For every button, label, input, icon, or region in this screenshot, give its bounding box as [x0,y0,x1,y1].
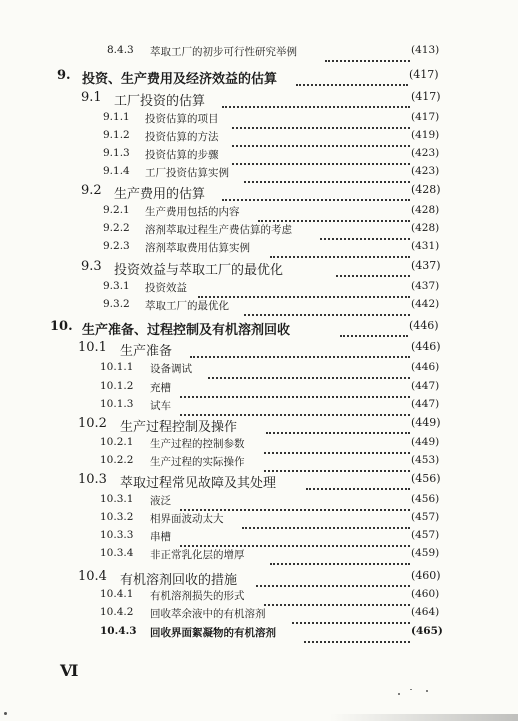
entry-number: 10.2 [78,416,107,431]
entry-page: (456) [411,472,441,485]
scan-edge [330,714,518,721]
toc-entry[interactable] [0,547,518,569]
entry-title: 工厂投资估算实例 [145,167,229,179]
entry-page: (446) [411,361,440,373]
entry-title: 生产过程的控制参数 [150,438,245,450]
dot-leader [306,472,410,490]
scan-speck [4,712,7,715]
toc-entry[interactable] [0,68,518,90]
entry-title: 有机溶剂回收的措施 [120,573,238,588]
entry-page: (417) [409,68,439,81]
entry-title: 工厂投资的估算 [114,94,206,109]
entry-title: 萃取过程常见故障及其处理 [120,476,277,491]
dot-leader [232,129,410,147]
dot-leader [222,183,410,201]
entry-page: (457) [411,529,440,541]
entry-number: 10.4.2 [100,606,134,618]
entry-page: (447) [411,380,440,392]
entry-page: (413) [411,44,440,56]
entry-number: 9.2.2 [103,222,130,234]
entry-title: 投资效益 [145,282,187,294]
entry-title: 充槽 [150,382,171,394]
entry-page: (465) [411,625,443,637]
dot-leader [292,606,410,624]
entry-number: 10.4.3 [100,625,137,637]
entry-page: (419) [411,129,440,141]
entry-number: 9.2.3 [103,240,130,252]
entry-number: 10.1.3 [100,398,134,410]
toc-entry[interactable] [0,340,518,362]
dot-leader [198,280,410,298]
entry-page: (446) [411,340,441,353]
entry-page: (460) [411,569,441,582]
entry-title: 溶剂萃取费用估算实例 [145,242,250,254]
entry-page: (417) [411,90,441,103]
entry-number: 9.1.3 [103,147,130,159]
entry-number: 10.3.2 [100,511,134,523]
entry-title: 回收界面絮凝物的有机溶剂 [150,627,276,639]
entry-page: (456) [411,493,440,505]
scan-speck [410,689,412,690]
entry-number: 10.2.2 [100,454,134,466]
dot-leader [244,298,410,316]
entry-title: 投资效益与萃取工厂的最优化 [114,263,284,278]
entry-number: 10.1.1 [100,361,134,373]
dot-leader [320,222,410,240]
entry-number: 10.3.3 [100,529,134,541]
dot-leader [242,511,410,529]
toc-entry[interactable] [0,183,518,205]
entry-number: 9.3 [81,259,102,274]
entry-number: 9.2 [81,183,102,198]
entry-number: 9.1 [81,90,102,105]
toc-entry[interactable] [0,298,518,320]
entry-title: 萃取工厂的初步可行性研究举例 [150,46,297,58]
entry-page: (449) [411,436,440,448]
entry-page: (460) [411,588,440,600]
dot-leader [304,625,410,643]
entry-title: 相界面波动太大 [150,513,224,525]
entry-number: 10.3.1 [100,493,134,505]
entry-page: (446) [409,319,439,332]
entry-number: 10.2.1 [100,436,134,448]
page-number: Ⅵ [60,661,79,680]
entry-number: 10.1.2 [100,380,134,392]
dot-leader [190,340,410,358]
scan-speck [426,690,428,692]
entry-title: 生产准备 [120,344,173,359]
dot-leader [222,90,410,108]
entry-page: (428) [411,222,440,234]
dot-leader [180,398,410,416]
entry-page: (447) [411,398,440,410]
dot-leader [270,240,410,258]
toc-entry[interactable] [0,416,518,438]
entry-number: 10.4 [78,569,107,584]
entry-page: (423) [411,147,440,159]
entry-number: 10.4.1 [100,588,134,600]
entry-number: 9.3.1 [103,280,130,292]
dot-leader [264,454,410,472]
entry-page: (428) [411,183,441,196]
entry-title: 投资估算的步骤 [145,149,219,161]
dot-leader [270,547,410,565]
entry-number: 10.3.4 [100,547,134,559]
dot-leader [256,569,410,587]
entry-title: 液泛 [150,495,171,507]
dot-leader [264,588,410,606]
entry-number: 9. [57,68,71,83]
entry-title: 溶剂萃取过程生产费估算的考虑 [145,224,292,236]
entry-title: 投资、生产费用及经济效益的估算 [82,72,278,87]
entry-title: 生产费用的估算 [114,187,206,202]
entry-page: (459) [411,547,440,559]
entry-number: 9.1.2 [103,129,130,141]
entry-page: (417) [411,111,440,123]
toc-entry[interactable] [0,90,518,112]
entry-page: (453) [411,454,440,466]
dot-leader [340,319,408,337]
toc-entry[interactable] [0,44,518,66]
entry-number: 8.4.3 [107,44,134,56]
entry-title: 生产过程的实际操作 [150,456,245,468]
dot-leader [296,68,408,86]
toc-entry[interactable] [0,472,518,494]
entry-number: 10.1 [78,340,107,355]
entry-page: (464) [411,606,440,618]
entry-title: 试车 [150,400,171,412]
entry-page: (437) [411,259,441,272]
toc-entry[interactable] [0,319,518,341]
dot-leader [232,147,410,165]
toc-entry[interactable] [0,625,518,647]
entry-title: 回收萃余液中的有机溶剂 [150,608,266,620]
entry-number: 9.1.4 [103,165,130,177]
entry-title: 投资估算的项目 [145,113,219,125]
entry-title: 串槽 [150,531,171,543]
entry-page: (431) [411,240,440,252]
entry-title: 生产费用包括的内容 [145,206,240,218]
entry-page: (428) [411,204,440,216]
dot-leader [258,204,410,222]
toc-entry[interactable] [0,259,518,281]
dot-leader [266,416,410,434]
entry-number: 9.1.1 [103,111,130,123]
entry-title: 萃取工厂的最优化 [145,300,229,312]
entry-page: (442) [411,298,440,310]
entry-number: 10. [50,319,73,334]
entry-title: 有机溶剂损失的形式 [150,590,245,602]
entry-number: 9.2.1 [103,204,130,216]
entry-title: 非正常乳化层的增厚 [150,549,245,561]
entry-title: 设备调试 [150,363,192,375]
entry-page: (449) [411,416,441,429]
entry-title: 投资估算的方法 [145,131,219,143]
entry-number: 9.3.2 [103,298,130,310]
entry-page: (437) [411,280,440,292]
dot-leader [264,436,410,454]
scan-speck [398,693,400,695]
dot-leader [232,111,410,129]
dot-leader [180,529,410,547]
dot-leader [244,165,410,183]
dot-leader [336,259,410,277]
entry-page: (423) [411,165,440,177]
dot-leader [325,44,410,62]
entry-title: 生产准备、过程控制及有机溶剂回收 [82,323,291,338]
entry-page: (457) [411,511,440,523]
entry-number: 10.3 [78,472,107,487]
dot-leader [180,380,410,398]
entry-title: 生产过程控制及操作 [120,420,238,435]
dot-leader [180,493,410,511]
dot-leader [208,361,410,379]
